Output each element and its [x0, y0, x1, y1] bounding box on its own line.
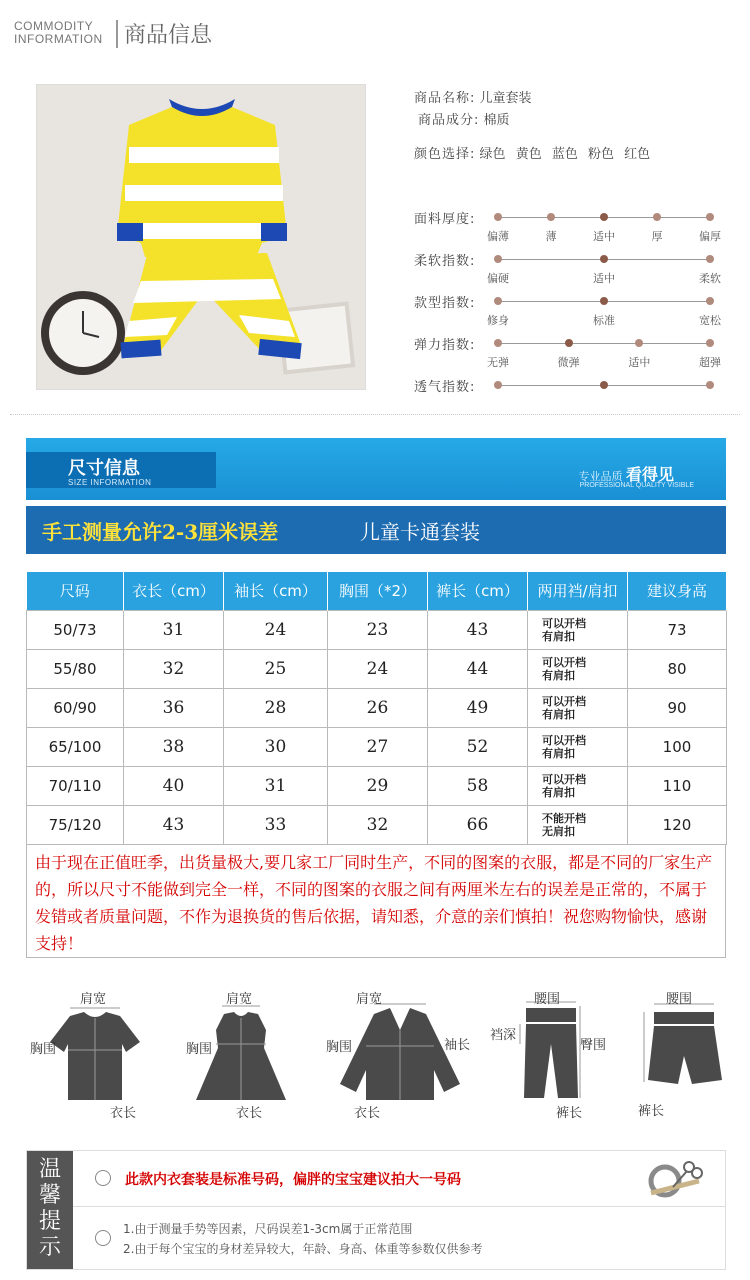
- label-chest: 胸围: [186, 1042, 213, 1057]
- size-cell: 75/120: [27, 805, 124, 844]
- length-cell: 43: [124, 805, 224, 844]
- scale-dot: [706, 297, 714, 305]
- table-row: [27, 649, 727, 688]
- scale-dot-selected: [600, 213, 608, 221]
- product-photo: [36, 84, 366, 390]
- table-row: [27, 610, 727, 649]
- pants-cell: 52: [428, 727, 528, 766]
- scale-dot: [706, 339, 714, 347]
- quality-slogan-en: PROFESSIONAL QUALITY VISIBLE: [579, 482, 694, 489]
- table-row: [27, 688, 727, 727]
- scale-dot: [706, 213, 714, 221]
- label-pants-length: 裤长: [556, 1106, 583, 1121]
- scale-label: 款型指数:: [414, 296, 476, 311]
- length-cell: 36: [124, 688, 224, 727]
- scale-dot: [706, 381, 714, 389]
- height-cell: 90: [628, 688, 727, 727]
- shorts-diagram: [614, 972, 726, 1136]
- scale-option: 适中: [593, 230, 615, 243]
- tape-measure-scissors-icon: [643, 1157, 705, 1203]
- pants-cell: 43: [428, 610, 528, 649]
- scale-option: 宽松: [699, 314, 721, 327]
- scale-option: 偏厚: [699, 230, 721, 243]
- scale-dot-selected: [600, 255, 608, 263]
- table-row: [27, 727, 727, 766]
- table-header-row: [27, 572, 727, 610]
- column-header: 胸围（*2）: [328, 572, 428, 610]
- crotch-cell: 可以开档 有肩扣: [528, 688, 628, 727]
- scale-option: 适中: [628, 356, 651, 369]
- label-sleeve: 袖长: [444, 1038, 471, 1053]
- table-row: [27, 766, 727, 805]
- tip-main-row: [73, 1151, 725, 1207]
- radio-circle-icon: [95, 1230, 111, 1246]
- column-header: 尺码: [27, 572, 124, 610]
- tips-side-label: 温 馨 提 示: [27, 1151, 73, 1269]
- attribute-scale: [414, 250, 724, 292]
- scale-label: 弹力指数:: [414, 338, 476, 353]
- pants-cell: 44: [428, 649, 528, 688]
- tip-notes-row: [73, 1208, 725, 1269]
- label-length: 衣长: [236, 1106, 263, 1121]
- label-crotch: 裆深: [490, 1028, 517, 1043]
- chest-cell: 29: [328, 766, 428, 805]
- product-info: [414, 88, 734, 166]
- section-divider: [10, 414, 740, 415]
- height-cell: 73: [628, 610, 727, 649]
- size-title: 尺寸信息: [68, 458, 140, 479]
- label-shoulder: 肩宽: [226, 992, 253, 1007]
- crotch-cell: 可以开档 有肩扣: [528, 727, 628, 766]
- product-type-name: 儿童卡通套装: [360, 520, 480, 544]
- length-cell: 40: [124, 766, 224, 805]
- sleeve-cell: 33: [224, 805, 328, 844]
- pajama-top-image: [117, 99, 287, 257]
- sleeve-cell: 30: [224, 727, 328, 766]
- size-info-banner: [26, 438, 726, 500]
- scale-option: 标准: [593, 314, 615, 327]
- length-cell: 32: [124, 649, 224, 688]
- label-waist: 腰围: [666, 992, 693, 1007]
- warm-tips-panel: [26, 1150, 726, 1270]
- label-length: 衣长: [110, 1106, 137, 1121]
- size-cell: 50/73: [27, 610, 124, 649]
- header-divider: [116, 20, 118, 48]
- scale-option: 偏薄: [487, 230, 509, 243]
- crotch-cell: 可以开档 有肩扣: [528, 610, 628, 649]
- scale-dot: [547, 213, 555, 221]
- label-shoulder: 肩宽: [80, 992, 107, 1007]
- scale-dot: [494, 339, 502, 347]
- label-pants-length: 裤长: [638, 1104, 665, 1119]
- scale-option: 修身: [487, 314, 509, 327]
- pants-cell: 66: [428, 805, 528, 844]
- measurement-guide: [26, 972, 726, 1136]
- chest-cell: 26: [328, 688, 428, 727]
- radio-circle-icon: [95, 1170, 111, 1186]
- crotch-cell: 可以开档 有肩扣: [528, 766, 628, 805]
- attribute-scale: [414, 292, 724, 334]
- pants-cell: 49: [428, 688, 528, 727]
- scale-dot: [706, 255, 714, 263]
- scale-label: 柔软指数:: [414, 254, 476, 269]
- header-en: COMMODITY INFORMATION: [14, 19, 103, 46]
- column-header: 两用裆/肩扣: [528, 572, 628, 610]
- size-cell: 55/80: [27, 649, 124, 688]
- column-header: 裤长（cm）: [428, 572, 528, 610]
- scale-label: 透气指数:: [414, 380, 476, 395]
- attribute-scale: [414, 208, 724, 250]
- scale-label: 面料厚度:: [414, 212, 476, 227]
- scale-option: 柔软: [699, 272, 721, 285]
- column-header: 建议身高: [628, 572, 727, 610]
- size-cell: 60/90: [27, 688, 124, 727]
- label-chest: 胸围: [326, 1040, 353, 1055]
- product-name-row: 商品名称: 儿童套装: [414, 91, 532, 106]
- crotch-cell: 不能开档 无肩扣: [528, 805, 628, 844]
- tshirt-diagram: [30, 972, 160, 1136]
- tip-note-1: 1.由于测量手势等因素，尺码误差1-3cm属于正常范围: [123, 1222, 413, 1236]
- scale-option: 薄: [545, 230, 557, 243]
- label-waist: 腰围: [534, 992, 561, 1007]
- height-cell: 120: [628, 805, 727, 844]
- scale-option: 适中: [593, 272, 615, 285]
- attribute-scale: [414, 376, 724, 418]
- table-row: [27, 805, 727, 844]
- commodity-header: [14, 18, 734, 54]
- scale-option: 偏硬: [487, 272, 509, 285]
- size-title-en: SIZE INFORMATION: [68, 478, 152, 487]
- column-header: 袖长（cm）: [224, 572, 328, 610]
- size-subtitle-bar: [26, 506, 726, 554]
- sleeve-cell: 24: [224, 610, 328, 649]
- product-colors-row: 颜色选择: 绿色 黄色 蓝色 粉色 红色: [414, 144, 734, 166]
- height-cell: 110: [628, 766, 727, 805]
- size-cell: 70/110: [27, 766, 124, 805]
- attribute-scales: [414, 208, 724, 418]
- size-cell: 65/100: [27, 727, 124, 766]
- scale-line: [498, 343, 710, 344]
- color-options: 绿色 黄色 蓝色 粉色 红色: [479, 147, 651, 162]
- height-cell: 100: [628, 727, 727, 766]
- header-title: 商品信息: [124, 23, 213, 48]
- tip-note-2: 2.由于每个宝宝的身材差异较大，年龄、身高、体重等参数仅供参考: [123, 1242, 483, 1256]
- quality-slogan: 专业品质 看得见: [578, 465, 674, 484]
- dress-diagram: [176, 972, 306, 1136]
- label-length: 衣长: [354, 1106, 381, 1121]
- label-chest: 胸围: [30, 1042, 57, 1057]
- chest-cell: 32: [328, 805, 428, 844]
- scale-dot: [653, 213, 661, 221]
- production-notice: 由于现在正值旺季，出货量极大,要几家工厂同时生产，不同的图案的衣服，都是不同的厂家生产的，所以尺寸不能做到完全一样，不同的图案的衣服之间有两厘米左右的误差是正常的，不属于发错或者质量问题，不作为退换货的售后依据，请知悉，介意的亲们慎拍！祝您购物愉快，感谢支持！: [26, 844, 726, 958]
- attribute-scale: [414, 334, 724, 376]
- tip-size-advice: 此款内衣套装是标准号码，偏胖的宝宝建议拍大一号码: [125, 1172, 461, 1188]
- scale-dot: [494, 213, 502, 221]
- product-material-row: 商品成分: 棉质: [418, 113, 510, 128]
- chest-cell: 27: [328, 727, 428, 766]
- chest-cell: 23: [328, 610, 428, 649]
- column-header: 衣长（cm）: [124, 572, 224, 610]
- scale-dot: [494, 255, 502, 263]
- scale-dot: [494, 297, 502, 305]
- label-shoulder: 肩宽: [356, 992, 383, 1007]
- sleeve-cell: 28: [224, 688, 328, 727]
- chest-cell: 24: [328, 649, 428, 688]
- measure-tolerance-note: 手工测量允许2-3厘米误差: [42, 520, 279, 544]
- length-cell: 38: [124, 727, 224, 766]
- scale-option: 超弹: [699, 356, 721, 369]
- clock-image: [41, 291, 125, 375]
- scale-option: 微弹: [557, 356, 580, 369]
- sleeve-cell: 25: [224, 649, 328, 688]
- scale-option: 厚: [651, 230, 663, 243]
- size-table: [26, 572, 727, 845]
- height-cell: 80: [628, 649, 727, 688]
- scale-option: 无弹: [487, 356, 509, 369]
- crotch-cell: 可以开档 有肩扣: [528, 649, 628, 688]
- sleeve-cell: 31: [224, 766, 328, 805]
- scale-dot-selected: [600, 381, 608, 389]
- scale-dot-selected: [565, 339, 573, 347]
- scale-dot: [494, 381, 502, 389]
- scale-dot: [635, 339, 643, 347]
- jacket-diagram: [322, 972, 482, 1136]
- length-cell: 31: [124, 610, 224, 649]
- scale-dot-selected: [600, 297, 608, 305]
- long-pants-diagram: [484, 972, 614, 1136]
- label-hip: 臀围: [580, 1038, 607, 1053]
- pants-cell: 58: [428, 766, 528, 805]
